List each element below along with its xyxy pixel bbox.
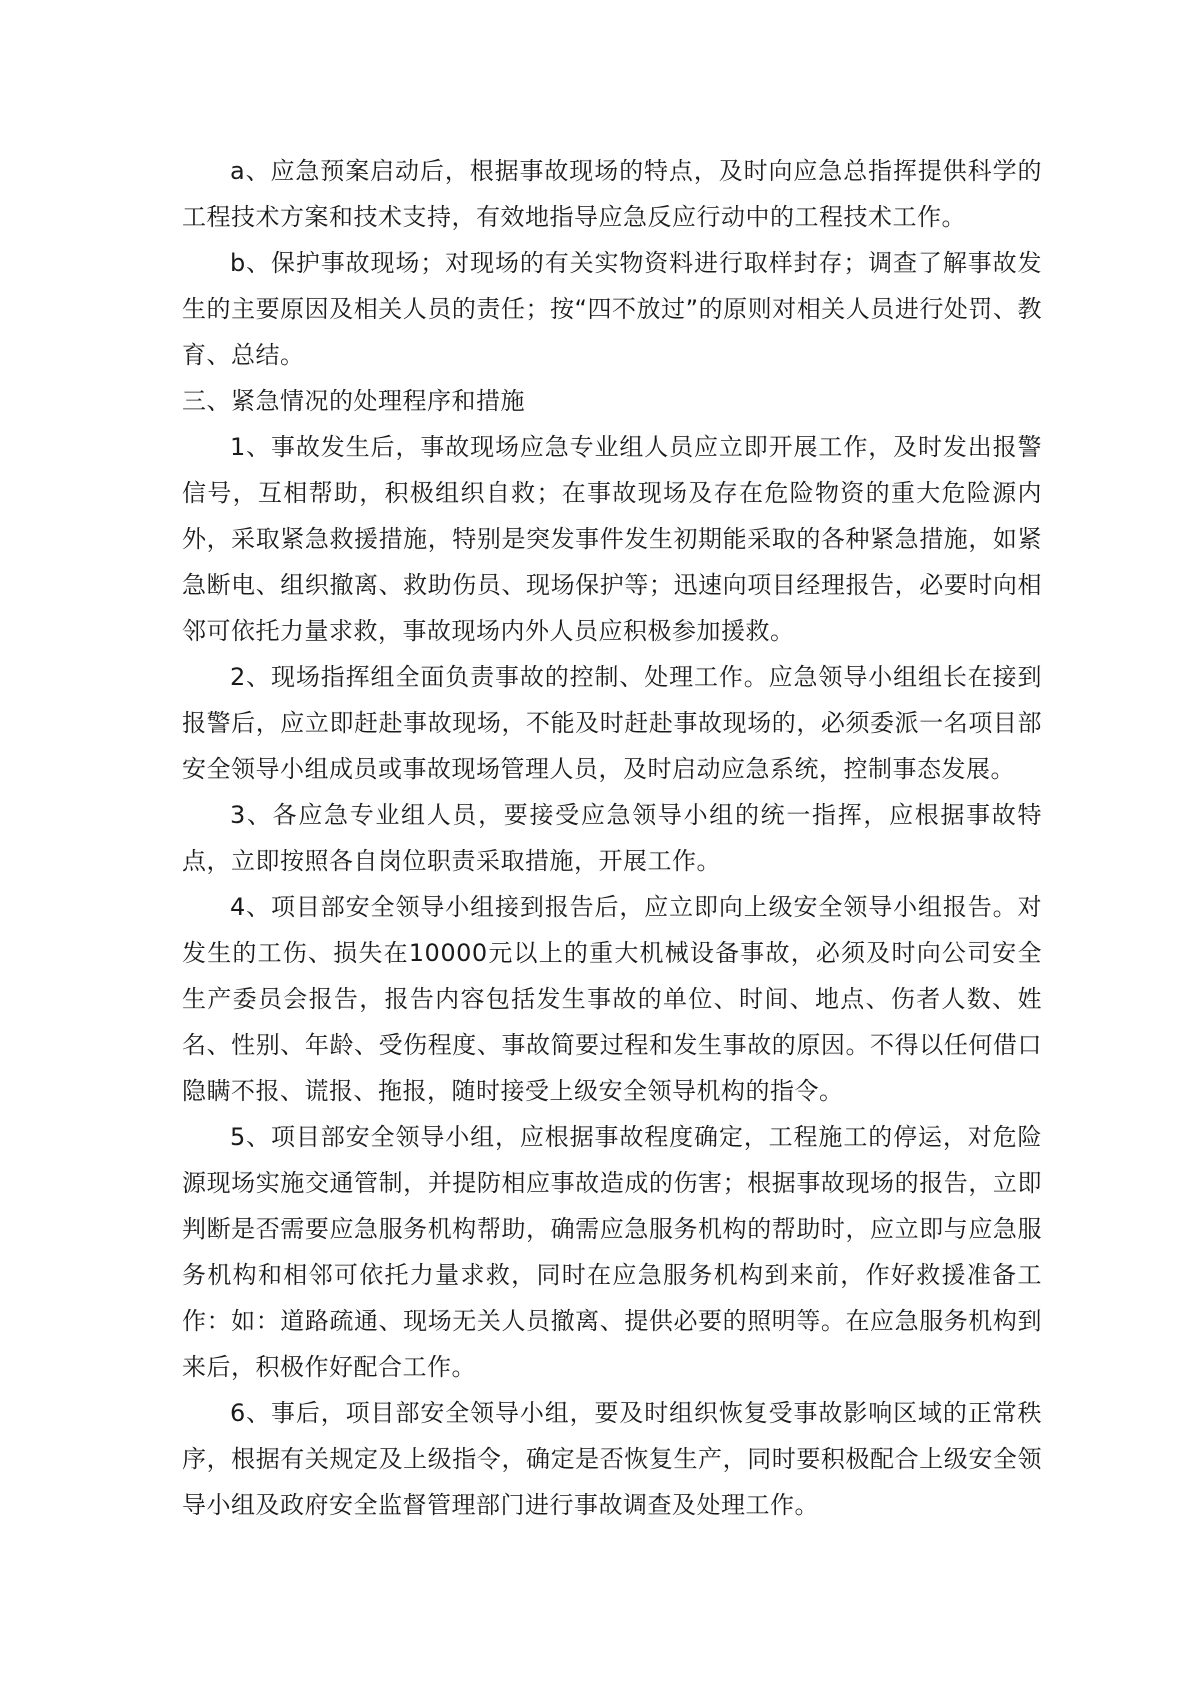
paragraph-2: 2、现场指挥组全面负责事故的控制、处理工作。应急领导小组组长在接到报警后，应立即赶赴事故现场，不能及时赶赴事故现场的，必须委派一名项目部安全领导小组成员或事故现场管理人员，及时启动应急系统，控制事态发展。 [182,663,1042,783]
paragraph-6: 6、事后，项目部安全领导小组，要及时组织恢复受事故影响区域的正常秩序，根据有关规定及上级指令，确定是否恢复生产，同时要积极配合上级安全领导小组及政府安全监督管理部门进行事故调查及处理工作。 [182,1399,1042,1519]
paragraph-1: 1、事故发生后，事故现场应急专业组人员应立即开展工作，及时发出报警信号，互相帮助，积极组织自救；在事故现场及存在危险物资的重大危险源内外，采取紧急救援措施，特别是突发事件发生初期能采取的各种紧急措施，如紧急断电、组织撤离、救助伤员、现场保护等；迅速向项目经理报告，必要时向相邻可依托力量求救，事故现场内外人员应积极参加援救。 [182,433,1042,645]
paragraph-a: a、应急预案启动后，根据事故现场的特点，及时向应急总指挥提供科学的工程技术方案和技术支持，有效地指导应急反应行动中的工程技术工作。 [182,157,1042,231]
paragraph-b: b、保护事故现场；对现场的有关实物资料进行取样封存；调查了解事故发生的主要原因及相关人员的责任；按“四不放过”的原则对相关人员进行处罚、教育、总结。 [182,249,1042,369]
section-heading: 三、紧急情况的处理程序和措施 [182,387,525,415]
document-body [182,148,1042,1528]
paragraph-4: 4、项目部安全领导小组接到报告后，应立即向上级安全领导小组报告。对发生的工伤、损失在10000元以上的重大机械设备事故，必须及时向公司安全生产委员会报告，报告内容包括发生事故的单位、时间、地点、伤者人数、姓名、性别、年龄、受伤程度、事故简要过程和发生事故的原因。不得以任何借口隐瞒不报、谎报、拖报，随时接受上级安全领导机构的指令。 [182,893,1042,1105]
paragraph-3: 3、各应急专业组人员，要接受应急领导小组的统一指挥，应根据事故特点，立即按照各自岗位职责采取措施，开展工作。 [182,801,1042,875]
paragraph-5: 5、项目部安全领导小组，应根据事故程度确定，工程施工的停运，对危险源现场实施交通管制，并提防相应事故造成的伤害；根据事故现场的报告，立即判断是否需要应急服务机构帮助，确需应急服务机构的帮助时，应立即与应急服务机构和相邻可依托力量求救，同时在应急服务机构到来前，作好救援准备工作：如：道路疏通、现场无关人员撤离、提供必要的照明等。在应急服务机构到来后，积极作好配合工作。 [182,1123,1042,1381]
